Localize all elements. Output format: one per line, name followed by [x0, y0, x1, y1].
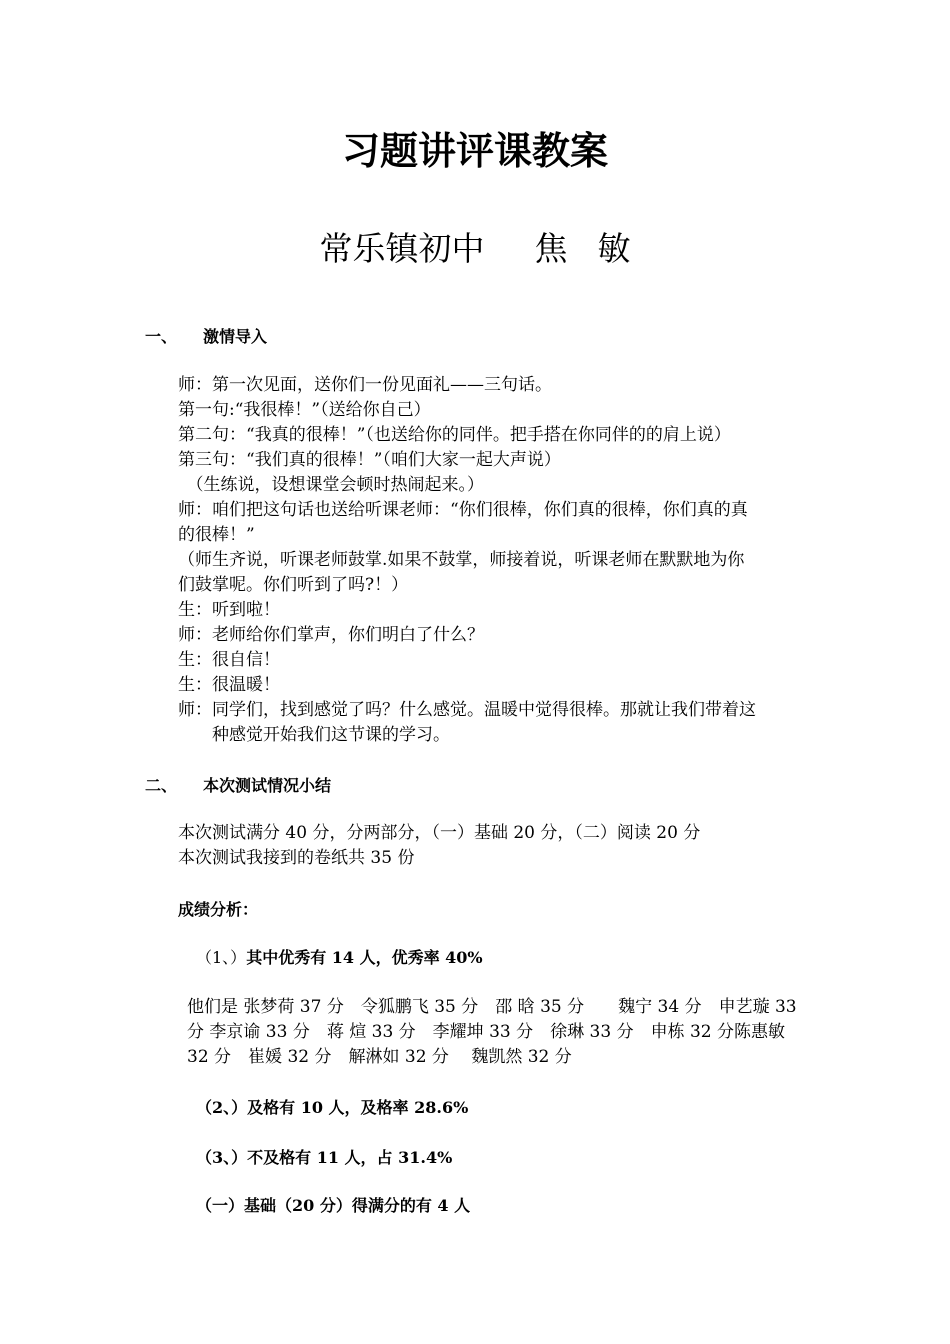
text-line: 第二句：“我真的很棒！”（也送给你的同伴。把手搭在你同伴的的肩上说） [178, 425, 731, 445]
section1-body [178, 373, 810, 748]
fail-summary: （3、）不及格有 11 人，占 31.4% [196, 1148, 453, 1167]
text-line: 师：同学们，找到感觉了吗？什么感觉。温暖中觉得很棒。那就让我们带着这 [178, 700, 756, 720]
text-line: 本次测试满分 40 分，分两部分，（一）基础 20 分，（二）阅读 20 分 [178, 823, 701, 843]
text-line: 生：很温暖！ [178, 675, 280, 695]
text-line: 生：很自信！ [178, 650, 280, 670]
excellent-students-list [187, 995, 812, 1070]
item1-prefix: （1、） [196, 948, 247, 967]
text-line: 第三句：“我们真的很棒！”（咱们大家一起大声说） [178, 450, 561, 470]
text-line: 的很棒！” [178, 525, 255, 545]
excellent-summary [196, 947, 483, 969]
section2-heading [145, 775, 331, 797]
section1-number: 一、 [145, 327, 178, 346]
text-line: （师生齐说，听课老师鼓掌.如果不鼓掌，师接着说，听课老师在默默地为你 [178, 550, 745, 570]
text-line: 师：老师给你们掌声，你们明白了什么？ [178, 625, 484, 645]
text-line: 本次测试我接到的卷纸共 35 份 [178, 848, 415, 868]
text-line: 分 李京谕 33 分 蒋 煊 33 分 李耀坤 33 分 徐琳 33 分 申栋 32 分陈惠敏 [187, 1022, 786, 1042]
section2-number: 二、 [145, 776, 178, 795]
item1-text: 其中优秀有 14 人，优秀率 40% [246, 948, 483, 967]
text-line: 师：第一次见面，送你们一份见面礼——三句话。 [178, 375, 552, 395]
pass-summary: （2、）及格有 10 人，及格率 28.6% [196, 1098, 469, 1117]
text-line: （生练说，设想课堂会顿时热闹起来。） [178, 475, 484, 495]
text-line: 种感觉开始我们这节课的学习。 [178, 725, 450, 745]
school-name: 常乐镇初中 [319, 229, 485, 268]
text-line: 第一句:“我很棒！”（送给你自己） [178, 400, 431, 420]
text-line: 32 分 崔媛 32 分 解淋如 32 分 魏凯然 32 分 [187, 1047, 572, 1067]
section1-heading [145, 326, 267, 348]
section2-title: 本次测试情况小结 [203, 776, 332, 795]
section2-summary [178, 821, 810, 871]
text-line: 们鼓掌呢。你们听到了吗?！） [178, 575, 409, 595]
document-title: 习题讲评课教案 [341, 129, 608, 173]
text-line: 他们是 张梦荷 37 分 令狐鹏飞 35 分 邵 晗 35 分 魏宁 34 分 申艺璇 33 [187, 997, 797, 1017]
basics-full-score-summary: （一）基础（20 分）得满分的有 4 人 [196, 1196, 471, 1215]
author-name-second: 敏 [597, 229, 631, 268]
analysis-label: 成绩分析： [178, 900, 259, 919]
text-line: 师：咱们把这句话也送给听课老师：“你们很棒，你们真的很棒，你们真的真 [178, 500, 748, 520]
author-name-first: 焦 [534, 229, 568, 268]
text-line: 生：听到啦！ [178, 600, 280, 620]
author-line [0, 226, 950, 272]
section1-title: 激情导入 [203, 327, 268, 346]
